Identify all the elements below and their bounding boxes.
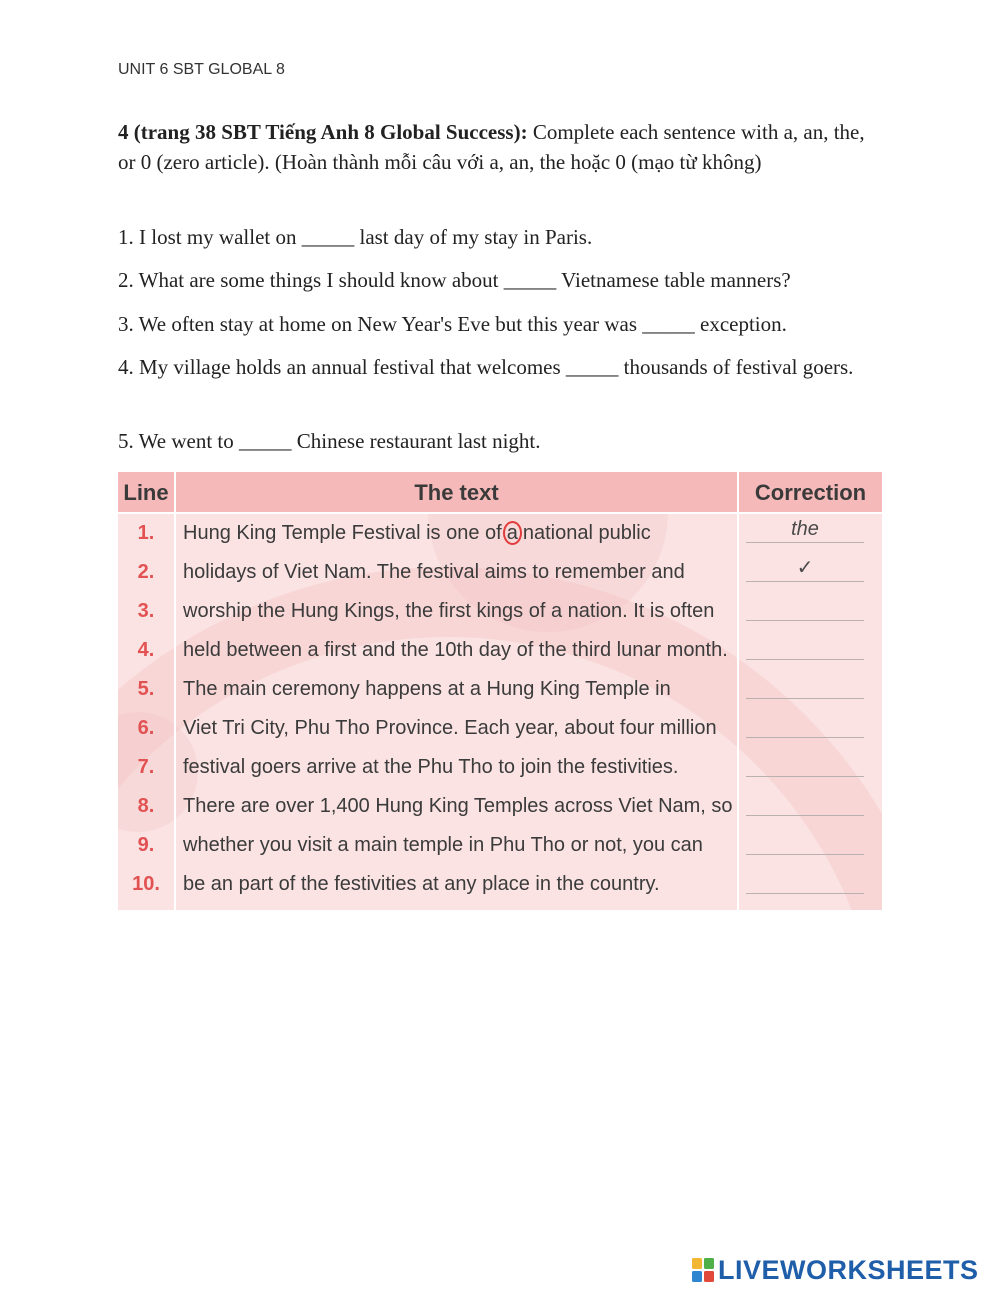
question-1: 1. I lost my wallet on _____ last day of my stay in Paris.	[118, 225, 593, 249]
line-number: 4.	[137, 639, 155, 661]
line-text: holidays of Viet Nam. The festival aims to remember and	[183, 561, 685, 583]
line-text: be an part of the festivities at any place in the country.	[183, 873, 660, 895]
line-number: 7.	[137, 756, 155, 778]
line-text: There are over 1,400 Hung King Temples across Viet Nam, so	[183, 795, 733, 817]
correction-field[interactable]	[746, 709, 864, 738]
exercise-title: 4 (trang 38 SBT Tiếng Anh 8 Global Success):	[118, 120, 528, 144]
line-text: whether you visit a main temple in Phu Tho or not, you can	[183, 834, 703, 856]
liveworksheets-logo-icon	[692, 1258, 714, 1282]
line-number: 1.	[137, 522, 155, 544]
table-row	[118, 631, 882, 670]
exercise-instruction	[118, 117, 878, 177]
header-correction: Correction	[754, 480, 867, 505]
correction-field[interactable]	[746, 865, 864, 894]
correction-field: ✓	[746, 553, 864, 582]
table-row	[118, 553, 882, 592]
liveworksheets-logo-text: LIVEWORKSHEETS	[718, 1254, 979, 1285]
correction-field[interactable]	[746, 748, 864, 777]
line-text: Viet Tri City, Phu Tho Province. Each year, about four million	[183, 717, 717, 739]
line-text: The main ceremony happens at a Hung King Temple in	[183, 678, 671, 700]
line-number: 6.	[137, 717, 155, 739]
table-row	[118, 826, 882, 865]
line-number: 2.	[137, 561, 155, 583]
header-the-text: The text	[414, 480, 499, 505]
table-row	[118, 709, 882, 748]
line-number: 10.	[132, 873, 160, 895]
table-row	[118, 670, 882, 709]
table-row	[118, 865, 882, 904]
liveworksheets-logo	[692, 1253, 979, 1287]
line-number: 3.	[137, 600, 155, 622]
correction-field[interactable]	[746, 787, 864, 816]
line-text: Hung King Temple Festival is one of a national public	[183, 522, 651, 544]
question-5: 5. We went to _____ Chinese restaurant last night.	[118, 429, 541, 453]
table-row	[118, 592, 882, 631]
page-header: UNIT 6 SBT GLOBAL 8	[118, 61, 285, 78]
question-2: 2. What are some things I should know about _____ Vietnamese table manners?	[118, 268, 791, 292]
error-correction-table	[118, 472, 882, 910]
header-line: Line	[123, 480, 169, 505]
exercise-instruction-text: Complete each sentence with a, an, the, or 0 (zero article). (Hoàn thành mỗi câu với a, an, the hoặc 0 (mạo từ không)	[118, 120, 865, 174]
correction-field[interactable]	[746, 826, 864, 855]
table-row	[118, 514, 882, 553]
line-text: worship the Hung Kings, the first kings of a nation. It is often	[183, 600, 715, 622]
line-text: held between a first and the 10th day of the third lunar month.	[183, 639, 728, 661]
line-text: festival goers arrive at the Phu Tho to join the festivities.	[183, 756, 679, 778]
correction-field: the	[746, 514, 864, 543]
circled-error: a	[503, 521, 522, 545]
question-4: 4. My village holds an annual festival that welcomes _____ thousands of festival goers.	[118, 355, 854, 379]
correction-field[interactable]	[746, 670, 864, 699]
line-number: 9.	[137, 834, 155, 856]
line-number: 8.	[137, 795, 155, 817]
correction-field[interactable]	[746, 592, 864, 621]
line-number: 5.	[137, 678, 155, 700]
question-3: 3. We often stay at home on New Year's Eve but this year was _____ exception.	[118, 312, 787, 336]
correction-field[interactable]	[746, 631, 864, 660]
table-row	[118, 748, 882, 787]
table-row	[118, 787, 882, 826]
